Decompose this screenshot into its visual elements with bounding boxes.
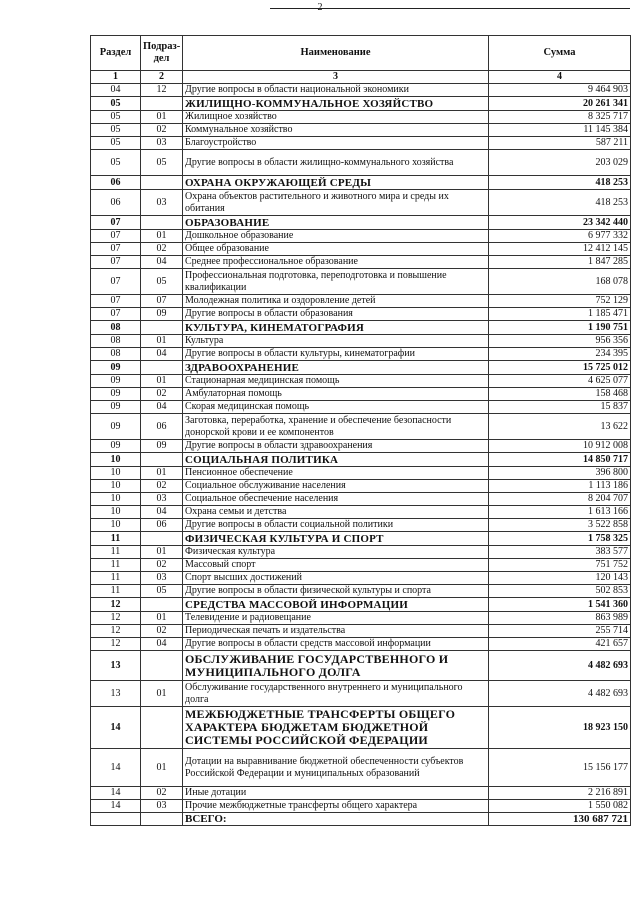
sum-cell: 203 029: [489, 150, 631, 176]
name-cell: Другие вопросы в области средств массовой информации: [183, 638, 489, 651]
sum-cell: 13 622: [489, 414, 631, 440]
page-number: 2: [317, 2, 323, 13]
table-body: [91, 84, 631, 813]
sum-cell: 2 216 891: [489, 787, 631, 800]
name-cell: СРЕДСТВА МАССОВОЙ ИНФОРМАЦИИ: [183, 598, 489, 612]
section-code-cell: 08: [91, 321, 141, 335]
name-cell: ФИЗИЧЕСКАЯ КУЛЬТУРА И СПОРТ: [183, 532, 489, 546]
subsection-code-cell: 03: [141, 190, 183, 216]
subsection-code-cell: 05: [141, 585, 183, 598]
section-row: [91, 97, 631, 111]
sum-cell: 120 143: [489, 572, 631, 585]
section-row: [91, 651, 631, 681]
section-code-cell: 10: [91, 480, 141, 493]
table-row: [91, 493, 631, 506]
total-empty-cell: [91, 813, 141, 826]
name-cell: Профессиональная подготовка, переподготовка и повышение квалификации: [183, 269, 489, 295]
table-row: [91, 414, 631, 440]
section-code-cell: 11: [91, 572, 141, 585]
subsection-code-cell: [141, 532, 183, 546]
sum-cell: 4 625 077: [489, 375, 631, 388]
name-cell: Другие вопросы в области жилищно-коммунального хозяйства: [183, 150, 489, 176]
section-code-cell: 09: [91, 440, 141, 453]
subsection-code-cell: 06: [141, 414, 183, 440]
name-cell: Охрана объектов растительного и животного мира и среды их обитания: [183, 190, 489, 216]
subsection-code-cell: 01: [141, 681, 183, 707]
subsection-code-cell: 12: [141, 84, 183, 97]
name-cell: Другие вопросы в области образования: [183, 308, 489, 321]
section-code-cell: 05: [91, 137, 141, 150]
section-code-cell: 07: [91, 295, 141, 308]
name-cell: Физическая культура: [183, 546, 489, 559]
subsection-code-cell: [141, 453, 183, 467]
header-subsection: Подраз-дел: [141, 36, 183, 71]
subsection-code-cell: 05: [141, 269, 183, 295]
sum-cell: 1 113 186: [489, 480, 631, 493]
subsection-code-cell: 01: [141, 230, 183, 243]
section-code-cell: 12: [91, 625, 141, 638]
sum-cell: 418 253: [489, 176, 631, 190]
name-cell: Пенсионное обеспечение: [183, 467, 489, 480]
subsection-code-cell: 04: [141, 256, 183, 269]
sum-cell: 6 977 332: [489, 230, 631, 243]
column-number: 2: [141, 71, 183, 84]
name-cell: Другие вопросы в области физической культуры и спорта: [183, 585, 489, 598]
sum-cell: 15 837: [489, 401, 631, 414]
table-row: [91, 308, 631, 321]
header-row: [91, 36, 631, 71]
section-code-cell: 12: [91, 598, 141, 612]
subsection-code-cell: 04: [141, 348, 183, 361]
table-row: [91, 440, 631, 453]
sum-cell: 158 468: [489, 388, 631, 401]
section-code-cell: 08: [91, 335, 141, 348]
table-row: [91, 243, 631, 256]
table-row: [91, 137, 631, 150]
sum-cell: 383 577: [489, 546, 631, 559]
name-cell: ОХРАНА ОКРУЖАЮЩЕЙ СРЕДЫ: [183, 176, 489, 190]
section-row: [91, 216, 631, 230]
table-row: [91, 388, 631, 401]
name-cell: Социальное обеспечение населения: [183, 493, 489, 506]
name-cell: Телевидение и радиовещание: [183, 612, 489, 625]
sum-cell: 1 613 166: [489, 506, 631, 519]
subsection-code-cell: 02: [141, 787, 183, 800]
section-code-cell: 10: [91, 493, 141, 506]
subsection-code-cell: 01: [141, 335, 183, 348]
subsection-code-cell: 01: [141, 375, 183, 388]
name-cell: Другие вопросы в области национальной экономики: [183, 84, 489, 97]
sum-cell: 12 412 145: [489, 243, 631, 256]
table-row: [91, 348, 631, 361]
sum-cell: 18 923 150: [489, 707, 631, 749]
name-cell: ЗДРАВООХРАНЕНИЕ: [183, 361, 489, 375]
table-row: [91, 111, 631, 124]
table-row: [91, 519, 631, 532]
name-cell: Спорт высших достижений: [183, 572, 489, 585]
name-cell: Культура: [183, 335, 489, 348]
name-cell: Дошкольное образование: [183, 230, 489, 243]
subsection-code-cell: 03: [141, 137, 183, 150]
table-row: [91, 467, 631, 480]
subsection-code-cell: [141, 176, 183, 190]
name-cell: Массовый спорт: [183, 559, 489, 572]
name-cell: Жилищное хозяйство: [183, 111, 489, 124]
table-row: [91, 585, 631, 598]
subsection-code-cell: 09: [141, 308, 183, 321]
section-row: [91, 598, 631, 612]
column-number: 4: [489, 71, 631, 84]
table-row: [91, 295, 631, 308]
table-row: [91, 625, 631, 638]
sum-cell: 502 853: [489, 585, 631, 598]
section-code-cell: 07: [91, 256, 141, 269]
section-row: [91, 361, 631, 375]
section-code-cell: 09: [91, 388, 141, 401]
section-code-cell: 13: [91, 651, 141, 681]
subsection-code-cell: 02: [141, 480, 183, 493]
section-code-cell: 08: [91, 348, 141, 361]
subsection-code-cell: [141, 361, 183, 375]
name-cell: Другие вопросы в области социальной политики: [183, 519, 489, 532]
sum-cell: 587 211: [489, 137, 631, 150]
top-rule: [270, 8, 630, 9]
table-row: [91, 150, 631, 176]
section-row: [91, 176, 631, 190]
name-cell: Обслуживание государственного внутреннего и муниципального долга: [183, 681, 489, 707]
table-row: [91, 124, 631, 137]
section-code-cell: 10: [91, 519, 141, 532]
subsection-code-cell: 02: [141, 243, 183, 256]
name-cell: Стационарная медицинская помощь: [183, 375, 489, 388]
sum-cell: 9 464 903: [489, 84, 631, 97]
sum-cell: 1 758 325: [489, 532, 631, 546]
section-code-cell: 14: [91, 787, 141, 800]
budget-table: [90, 35, 631, 826]
sum-cell: 1 185 471: [489, 308, 631, 321]
name-cell: КУЛЬТУРА, КИНЕМАТОГРАФИЯ: [183, 321, 489, 335]
section-code-cell: 09: [91, 401, 141, 414]
subsection-code-cell: [141, 707, 183, 749]
table-row: [91, 559, 631, 572]
section-code-cell: 10: [91, 506, 141, 519]
sum-cell: 956 356: [489, 335, 631, 348]
section-code-cell: 14: [91, 707, 141, 749]
section-code-cell: 04: [91, 84, 141, 97]
table-row: [91, 480, 631, 493]
section-code-cell: 11: [91, 546, 141, 559]
section-code-cell: 07: [91, 269, 141, 295]
subsection-code-cell: [141, 97, 183, 111]
table-row: [91, 572, 631, 585]
subsection-code-cell: 04: [141, 401, 183, 414]
sum-cell: 751 752: [489, 559, 631, 572]
section-code-cell: 05: [91, 97, 141, 111]
name-cell: ОБСЛУЖИВАНИЕ ГОСУДАРСТВЕННОГО И МУНИЦИПАЛЬНОГО ДОЛГА: [183, 651, 489, 681]
section-code-cell: 14: [91, 800, 141, 813]
name-cell: Амбулаторная помощь: [183, 388, 489, 401]
name-cell: Общее образование: [183, 243, 489, 256]
sum-cell: 168 078: [489, 269, 631, 295]
sum-cell: 863 989: [489, 612, 631, 625]
name-cell: Охрана семьи и детства: [183, 506, 489, 519]
sum-cell: 1 541 360: [489, 598, 631, 612]
section-code-cell: 06: [91, 176, 141, 190]
total-label: ВСЕГО:: [183, 813, 489, 826]
name-cell: Среднее профессиональное образование: [183, 256, 489, 269]
table-row: [91, 681, 631, 707]
sum-cell: 4 482 693: [489, 681, 631, 707]
sum-cell: 234 395: [489, 348, 631, 361]
sum-cell: 8 325 717: [489, 111, 631, 124]
total-row: [91, 813, 631, 826]
name-cell: Благоустройство: [183, 137, 489, 150]
section-code-cell: 09: [91, 414, 141, 440]
subsection-code-cell: 03: [141, 493, 183, 506]
table-row: [91, 335, 631, 348]
header-name: Наименование: [183, 36, 489, 71]
subsection-code-cell: 09: [141, 440, 183, 453]
subsection-code-cell: 02: [141, 625, 183, 638]
subsection-code-cell: 07: [141, 295, 183, 308]
sum-cell: 20 261 341: [489, 97, 631, 111]
subsection-code-cell: [141, 216, 183, 230]
subsection-code-cell: 01: [141, 111, 183, 124]
subsection-code-cell: 06: [141, 519, 183, 532]
table-row: [91, 401, 631, 414]
header-section: Раздел: [91, 36, 141, 71]
name-cell: Дотации на выравнивание бюджетной обеспеченности субъектов Российской Федерации и муниципальных образований: [183, 749, 489, 787]
table-row: [91, 749, 631, 787]
sum-cell: 1 190 751: [489, 321, 631, 335]
sum-cell: 23 342 440: [489, 216, 631, 230]
section-row: [91, 532, 631, 546]
name-cell: Коммунальное хозяйство: [183, 124, 489, 137]
table-row: [91, 546, 631, 559]
sum-cell: 15 725 012: [489, 361, 631, 375]
table-row: [91, 787, 631, 800]
table-row: [91, 190, 631, 216]
sum-cell: 15 156 177: [489, 749, 631, 787]
total-sum: 130 687 721: [489, 813, 631, 826]
section-row: [91, 321, 631, 335]
sum-cell: 418 253: [489, 190, 631, 216]
section-code-cell: 07: [91, 308, 141, 321]
section-code-cell: 10: [91, 453, 141, 467]
name-cell: Скорая медицинская помощь: [183, 401, 489, 414]
section-code-cell: 10: [91, 467, 141, 480]
column-number: 3: [183, 71, 489, 84]
section-code-cell: 05: [91, 150, 141, 176]
sum-cell: 1 550 082: [489, 800, 631, 813]
sum-cell: 396 800: [489, 467, 631, 480]
section-row: [91, 707, 631, 749]
section-code-cell: 11: [91, 559, 141, 572]
section-code-cell: 12: [91, 638, 141, 651]
section-code-cell: 07: [91, 216, 141, 230]
section-code-cell: 07: [91, 243, 141, 256]
sum-cell: 14 850 717: [489, 453, 631, 467]
subsection-code-cell: 04: [141, 506, 183, 519]
table-row: [91, 612, 631, 625]
section-code-cell: 06: [91, 190, 141, 216]
name-cell: Периодическая печать и издательства: [183, 625, 489, 638]
subsection-code-cell: 01: [141, 612, 183, 625]
subsection-code-cell: 02: [141, 124, 183, 137]
subsection-code-cell: [141, 598, 183, 612]
section-code-cell: 11: [91, 585, 141, 598]
table-row: [91, 375, 631, 388]
table-row: [91, 230, 631, 243]
sum-cell: 10 912 008: [489, 440, 631, 453]
sum-cell: 421 657: [489, 638, 631, 651]
section-code-cell: 07: [91, 230, 141, 243]
section-code-cell: 12: [91, 612, 141, 625]
sum-cell: 255 714: [489, 625, 631, 638]
table-row: [91, 638, 631, 651]
name-cell: СОЦИАЛЬНАЯ ПОЛИТИКА: [183, 453, 489, 467]
subsection-code-cell: 01: [141, 467, 183, 480]
name-cell: Другие вопросы в области здравоохранения: [183, 440, 489, 453]
name-cell: Социальное обслуживание населения: [183, 480, 489, 493]
subsection-code-cell: 03: [141, 572, 183, 585]
name-cell: Молодежная политика и оздоровление детей: [183, 295, 489, 308]
name-cell: Другие вопросы в области культуры, кинематографии: [183, 348, 489, 361]
subsection-code-cell: 03: [141, 800, 183, 813]
section-code-cell: 09: [91, 361, 141, 375]
column-number-row: [91, 71, 631, 84]
name-cell: ОБРАЗОВАНИЕ: [183, 216, 489, 230]
sum-cell: 752 129: [489, 295, 631, 308]
table-row: [91, 84, 631, 97]
subsection-code-cell: 01: [141, 546, 183, 559]
table-row: [91, 256, 631, 269]
sum-cell: 8 204 707: [489, 493, 631, 506]
sum-cell: 4 482 693: [489, 651, 631, 681]
subsection-code-cell: [141, 321, 183, 335]
subsection-code-cell: [141, 651, 183, 681]
header-sum: Сумма: [489, 36, 631, 71]
name-cell: Иные дотации: [183, 787, 489, 800]
name-cell: МЕЖБЮДЖЕТНЫЕ ТРАНСФЕРТЫ ОБЩЕГО ХАРАКТЕРА БЮДЖЕТАМ БЮДЖЕТНОЙ СИСТЕМЫ РОССИЙСКОЙ ФЕДЕРАЦИИ: [183, 707, 489, 749]
subsection-code-cell: 02: [141, 559, 183, 572]
column-number: 1: [91, 71, 141, 84]
sum-cell: 11 145 384: [489, 124, 631, 137]
name-cell: Прочие межбюджетные трансферты общего характера: [183, 800, 489, 813]
table-row: [91, 506, 631, 519]
section-code-cell: 13: [91, 681, 141, 707]
subsection-code-cell: 02: [141, 388, 183, 401]
table-row: [91, 269, 631, 295]
subsection-code-cell: 05: [141, 150, 183, 176]
total-empty-cell: [141, 813, 183, 826]
name-cell: ЖИЛИЩНО-КОММУНАЛЬНОЕ ХОЗЯЙСТВО: [183, 97, 489, 111]
sum-cell: 1 847 285: [489, 256, 631, 269]
section-row: [91, 453, 631, 467]
name-cell: Заготовка, переработка, хранение и обеспечение безопасности донорской крови и ее компонентов: [183, 414, 489, 440]
subsection-code-cell: 01: [141, 749, 183, 787]
section-code-cell: 05: [91, 124, 141, 137]
section-code-cell: 09: [91, 375, 141, 388]
table-row: [91, 800, 631, 813]
section-code-cell: 14: [91, 749, 141, 787]
section-code-cell: 11: [91, 532, 141, 546]
sum-cell: 3 522 858: [489, 519, 631, 532]
subsection-code-cell: 04: [141, 638, 183, 651]
section-code-cell: 05: [91, 111, 141, 124]
